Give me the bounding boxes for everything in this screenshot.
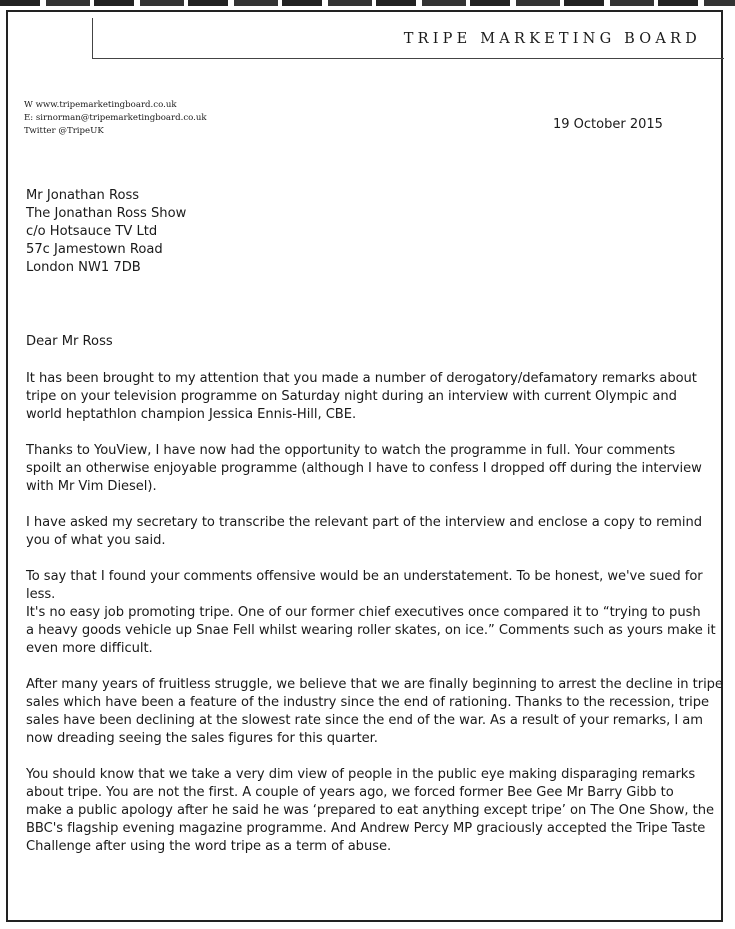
body-line: less. — [26, 587, 56, 602]
body-line: sales which have been a feature of the industry since the end of rationing. Thanks to the recession, tripe — [26, 695, 710, 710]
letter-body — [26, 370, 723, 874]
body-paragraph — [26, 766, 714, 856]
address-line: Mr Jonathan Ross — [26, 188, 140, 203]
body-line: world heptathlon champion Jessica Ennis-Hill, CBE. — [26, 407, 357, 422]
body-paragraph — [26, 442, 711, 496]
body-line: tripe on your television programme on Saturday night during an interview with current Olympic and — [26, 389, 677, 404]
body-line: now dreading seeing the sales figures for this quarter. — [26, 731, 378, 746]
body-line: BBC's flagship evening magazine programme. And Andrew Percy MP graciously accepted the Tripe Taste — [26, 821, 706, 836]
salutation: Dear Mr Ross — [26, 334, 113, 349]
scan-top-edge — [0, 0, 735, 6]
contact-twitter: Twitter @TripeUK — [24, 126, 104, 136]
body-line: It has been brought to my attention that you made a number of derogatory/defamatory remarks about — [26, 371, 697, 386]
contact-website: W www.tripemarketingboard.co.uk — [24, 100, 177, 110]
body-paragraph — [26, 370, 711, 424]
body-line: you of what you said. — [26, 533, 166, 548]
body-line: spoilt an otherwise enjoyable programme (although I have to confess I dropped off during the interview — [26, 461, 702, 476]
letterhead-rule-vertical — [92, 18, 93, 58]
body-paragraph — [26, 568, 716, 658]
body-line: with Mr Vim Diesel). — [26, 479, 157, 494]
body-line: I have asked my secretary to transcribe the relevant part of the interview and enclose a copy to remind — [26, 515, 702, 530]
body-line: Challenge after using the word tripe as a term of abuse. — [26, 839, 392, 854]
body-line: You should know that we take a very dim view of people in the public eye making disparaging remarks — [26, 767, 696, 782]
letterhead-brand: TRIPE MARKETING BOARD — [403, 31, 701, 47]
address-line: The Jonathan Ross Show — [26, 206, 187, 221]
body-line: Thanks to YouView, I have now had the opportunity to watch the programme in full. Your comments — [26, 443, 676, 458]
recipient-address — [26, 187, 186, 277]
body-line: sales have been declining at the slowest rate since the end of the war. As a result of your remarks, I am — [26, 713, 703, 728]
contact-email: E: sirnorman@tripemarketingboard.co.uk — [24, 113, 207, 123]
body-line: After many years of fruitless struggle, we believe that we are finally beginning to arrest the decline in tripe — [26, 677, 723, 692]
address-line: c/o Hotsauce TV Ltd — [26, 224, 158, 239]
body-line: even more difficult. — [26, 641, 153, 656]
body-line: make a public apology after he said he was ‘prepared to eat anything except tripe’ on The One Show, the — [26, 803, 714, 818]
body-line: about tripe. You are not the first. A couple of years ago, we forced former Bee Gee Mr Barry Gibb to — [26, 785, 674, 800]
body-line: It's no easy job promoting tripe. One of our former chief executives once compared it to “trying to push — [26, 605, 701, 620]
letterhead-contact — [24, 99, 207, 138]
letter-date: 19 October 2015 — [553, 117, 663, 132]
body-line: To say that I found your comments offensive would be an understatement. To be honest, we've sued for — [26, 569, 703, 584]
address-line: London NW1 7DB — [26, 260, 141, 275]
body-paragraph — [26, 676, 723, 748]
body-paragraph — [26, 514, 711, 550]
address-line: 57c Jamestown Road — [26, 242, 163, 257]
body-line: a heavy goods vehicle up Snae Fell whilst wearing roller skates, on ice.” Comments such as yours make it — [26, 623, 716, 638]
letterhead-rule-horizontal — [92, 58, 724, 59]
